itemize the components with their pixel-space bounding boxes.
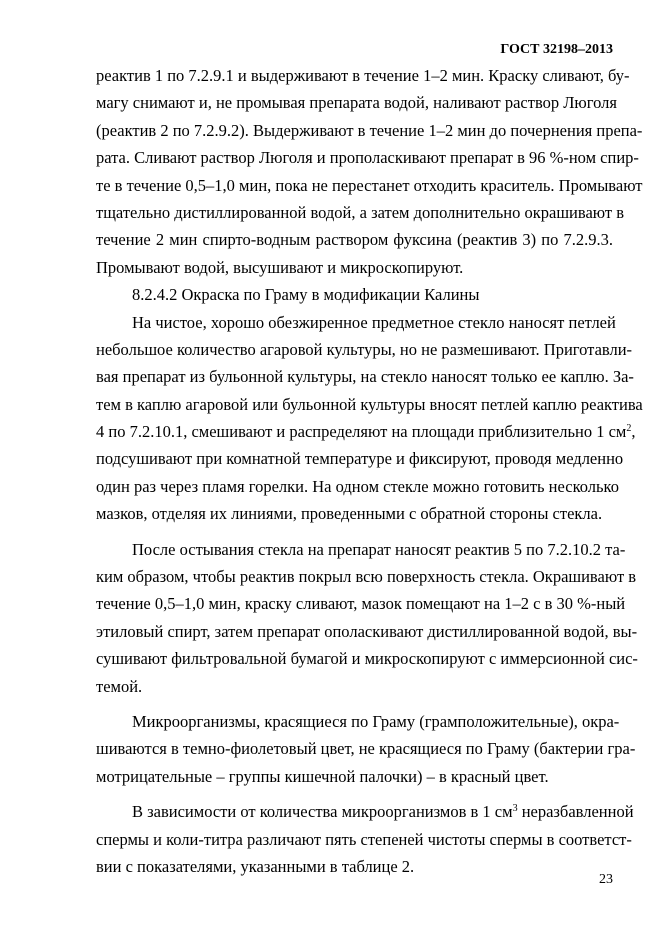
text-fragment: 4 по 7.2.10.1, смешивают и распределяют на площади приблизительно 1 см	[96, 422, 627, 442]
text-line: тем в каплю агаровой или бульонной культуры вносят петлей каплю реактива	[96, 394, 643, 414]
text-line: Промывают водой, высушивают и микроскопируют.	[96, 257, 464, 277]
text-line: шиваются в темно-фиолетовый цвет, не красящиеся по Граму (бактерии гра-	[96, 739, 636, 759]
text-line: вии с показателями, указанными в таблице 2.	[96, 856, 415, 876]
text-line: После остывания стекла на препарат наносят реактив 5 по 7.2.10.2 та-	[132, 539, 626, 559]
text-line: мазков, отделяя их линиями, проведенными с обратной стороны стекла.	[96, 504, 603, 524]
text-line: вая препарат из бульонной культуры, на стекло наносят только ее каплю. За-	[96, 367, 634, 387]
text-line-with-superscript	[96, 418, 636, 445]
text-line: мотрицательные – группы кишечной палочки) – в красный цвет.	[96, 766, 549, 786]
text-line: (реактив 2 по 7.2.9.2). Выдерживают в течение 1–2 мин до почернения препа-	[96, 120, 643, 140]
text-fragment: В зависимости от количества микроорганизмов в 1 см	[132, 802, 513, 822]
text-line: спермы и коли-титра различают пять степеней чистоты спермы в соответст-	[96, 829, 632, 849]
text-line: сушивают фильтровальной бумагой и микроскопируют с иммерсионной сис-	[96, 649, 638, 669]
text-line-with-superscript	[96, 798, 634, 825]
superscript: 2	[626, 423, 632, 435]
text-line: темой.	[96, 676, 143, 696]
document-header: ГОСТ 32198–2013	[500, 42, 613, 57]
text-line: ким образом, чтобы реактив покрыл всю поверхность стекла. Окрашивают в	[96, 567, 637, 587]
text-line: реактив 1 по 7.2.9.1 и выдерживают в течение 1–2 мин. Краску сливают, бу-	[96, 66, 630, 85]
document-body	[96, 62, 643, 880]
text-line: этиловый спирт, затем препарат ополаскивают дистиллированной водой, вы-	[96, 621, 638, 641]
text-line: небольшое количество агаровой культуры, но не размешивают. Приготавли-	[96, 339, 633, 359]
text-line: течение 0,5–1,0 мин, краску сливают, мазок помещают на 1–2 с в 30 %-ный	[96, 594, 626, 614]
page-number: 23	[599, 872, 613, 887]
text-fragment: неразбавленной	[517, 802, 634, 822]
text-line: рата. Сливают раствор Люголя и прополаскивают препарат в 96 %-ном спир-	[96, 148, 639, 168]
text-line: На чистое, хорошо обезжиренное предметное стекло наносят петлей	[132, 312, 616, 332]
text-line: один раз через пламя горелки. На одном стекле можно готовить несколько	[96, 476, 619, 496]
text-line: магу снимают и, не промывая препарата водой, наливают раствор Люголя	[96, 93, 617, 113]
text-line: подсушивают при комнатной температуре и фиксируют, проводя медленно	[96, 449, 624, 469]
text-fragment: ,	[631, 422, 636, 442]
text-line: течение 2 мин спирто-водным раствором фуксина (реактив 3) по 7.2.9.3.	[96, 230, 613, 250]
text-line: тщательно дистиллированной водой, а затем дополнительно окрашивают в	[96, 202, 625, 222]
superscript: 3	[512, 803, 518, 815]
text-line: те в течение 0,5–1,0 мин, пока не перестанет отходить краситель. Промывают	[96, 175, 643, 195]
text-line: Микроорганизмы, красящиеся по Граму (грамположительные), окра-	[132, 711, 620, 731]
section-heading: 8.2.4.2 Окраска по Граму в модификации Калины	[132, 285, 480, 305]
